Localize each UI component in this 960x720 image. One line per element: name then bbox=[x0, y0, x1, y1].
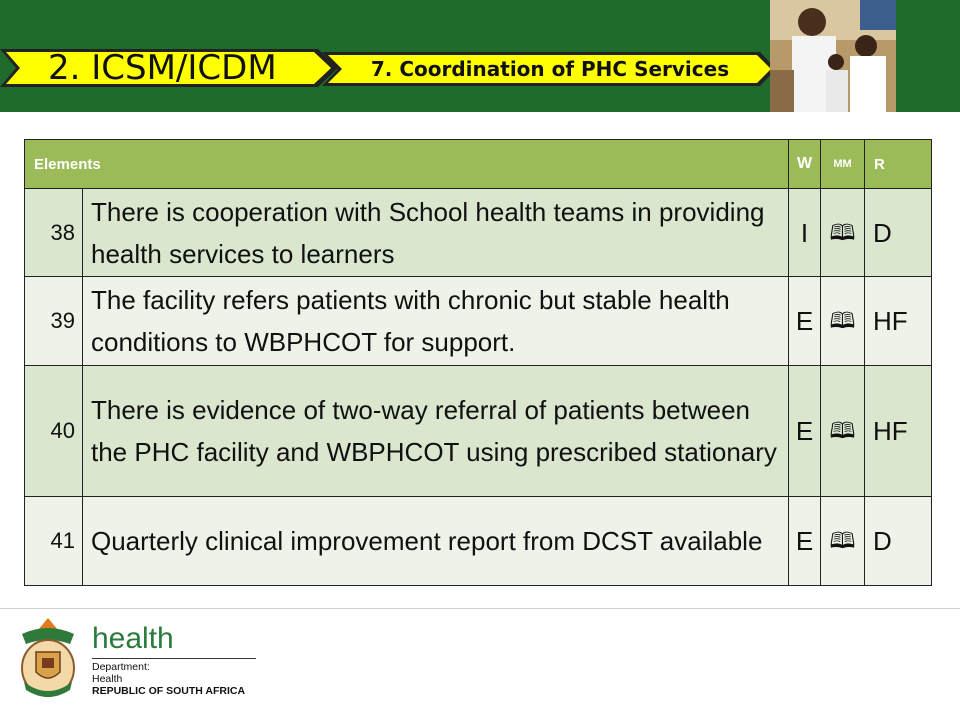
row-responsibility: D bbox=[865, 497, 932, 586]
logo-divider bbox=[92, 658, 256, 659]
row-number: 41 bbox=[25, 497, 83, 586]
logo-department bbox=[92, 661, 150, 685]
table-header-row bbox=[25, 140, 932, 189]
logo-dept-line1: Department: bbox=[92, 661, 150, 673]
row-weight: E bbox=[789, 366, 821, 497]
logo-country: REPUBLIC OF SOUTH AFRICA bbox=[92, 685, 246, 697]
book-icon: 🕮 bbox=[821, 366, 865, 497]
row-element-text: The facility refers patients with chronic but stable health conditions to WBPHCOT for support. bbox=[83, 277, 789, 366]
column-header-mm: MM bbox=[821, 140, 865, 189]
logo-wordmark: health bbox=[92, 622, 174, 655]
row-element-text: There is evidence of two-way referral of patients between the PHC facility and WBPHCOT using prescribed stationary bbox=[83, 366, 789, 497]
column-header-elements: Elements bbox=[25, 140, 789, 189]
book-icon: 🕮 bbox=[821, 497, 865, 586]
health-department-logo bbox=[12, 614, 262, 706]
row-element-text: Quarterly clinical improvement report from DCST available bbox=[83, 497, 789, 586]
row-responsibility: HF bbox=[865, 366, 932, 497]
section-subtitle: 7. Coordination of PHC Services bbox=[370, 57, 730, 81]
row-number: 39 bbox=[25, 277, 83, 366]
book-icon: 🕮 bbox=[821, 277, 865, 366]
row-responsibility: D bbox=[865, 189, 932, 277]
footer-divider bbox=[0, 608, 960, 609]
row-weight: E bbox=[789, 277, 821, 366]
table-row bbox=[25, 189, 932, 277]
table-row bbox=[25, 497, 932, 586]
table-row bbox=[25, 366, 932, 497]
row-responsibility: HF bbox=[865, 277, 932, 366]
book-icon: 🕮 bbox=[821, 189, 865, 277]
row-weight: E bbox=[789, 497, 821, 586]
table-row bbox=[25, 277, 932, 366]
nurse-children-photo bbox=[770, 0, 896, 112]
row-element-text: There is cooperation with School health teams in providing health services to learners bbox=[83, 189, 789, 277]
header-band bbox=[0, 0, 960, 112]
logo-dept-line2: Health bbox=[92, 673, 123, 685]
criteria-table bbox=[24, 139, 932, 586]
row-number: 40 bbox=[25, 366, 83, 497]
page-title: 2. ICSM/ICDM bbox=[48, 48, 277, 88]
row-weight: I bbox=[789, 189, 821, 277]
coat-of-arms-icon bbox=[12, 616, 84, 702]
column-header-w: W bbox=[789, 140, 821, 189]
column-header-r: R bbox=[865, 140, 932, 189]
row-number: 38 bbox=[25, 189, 83, 277]
